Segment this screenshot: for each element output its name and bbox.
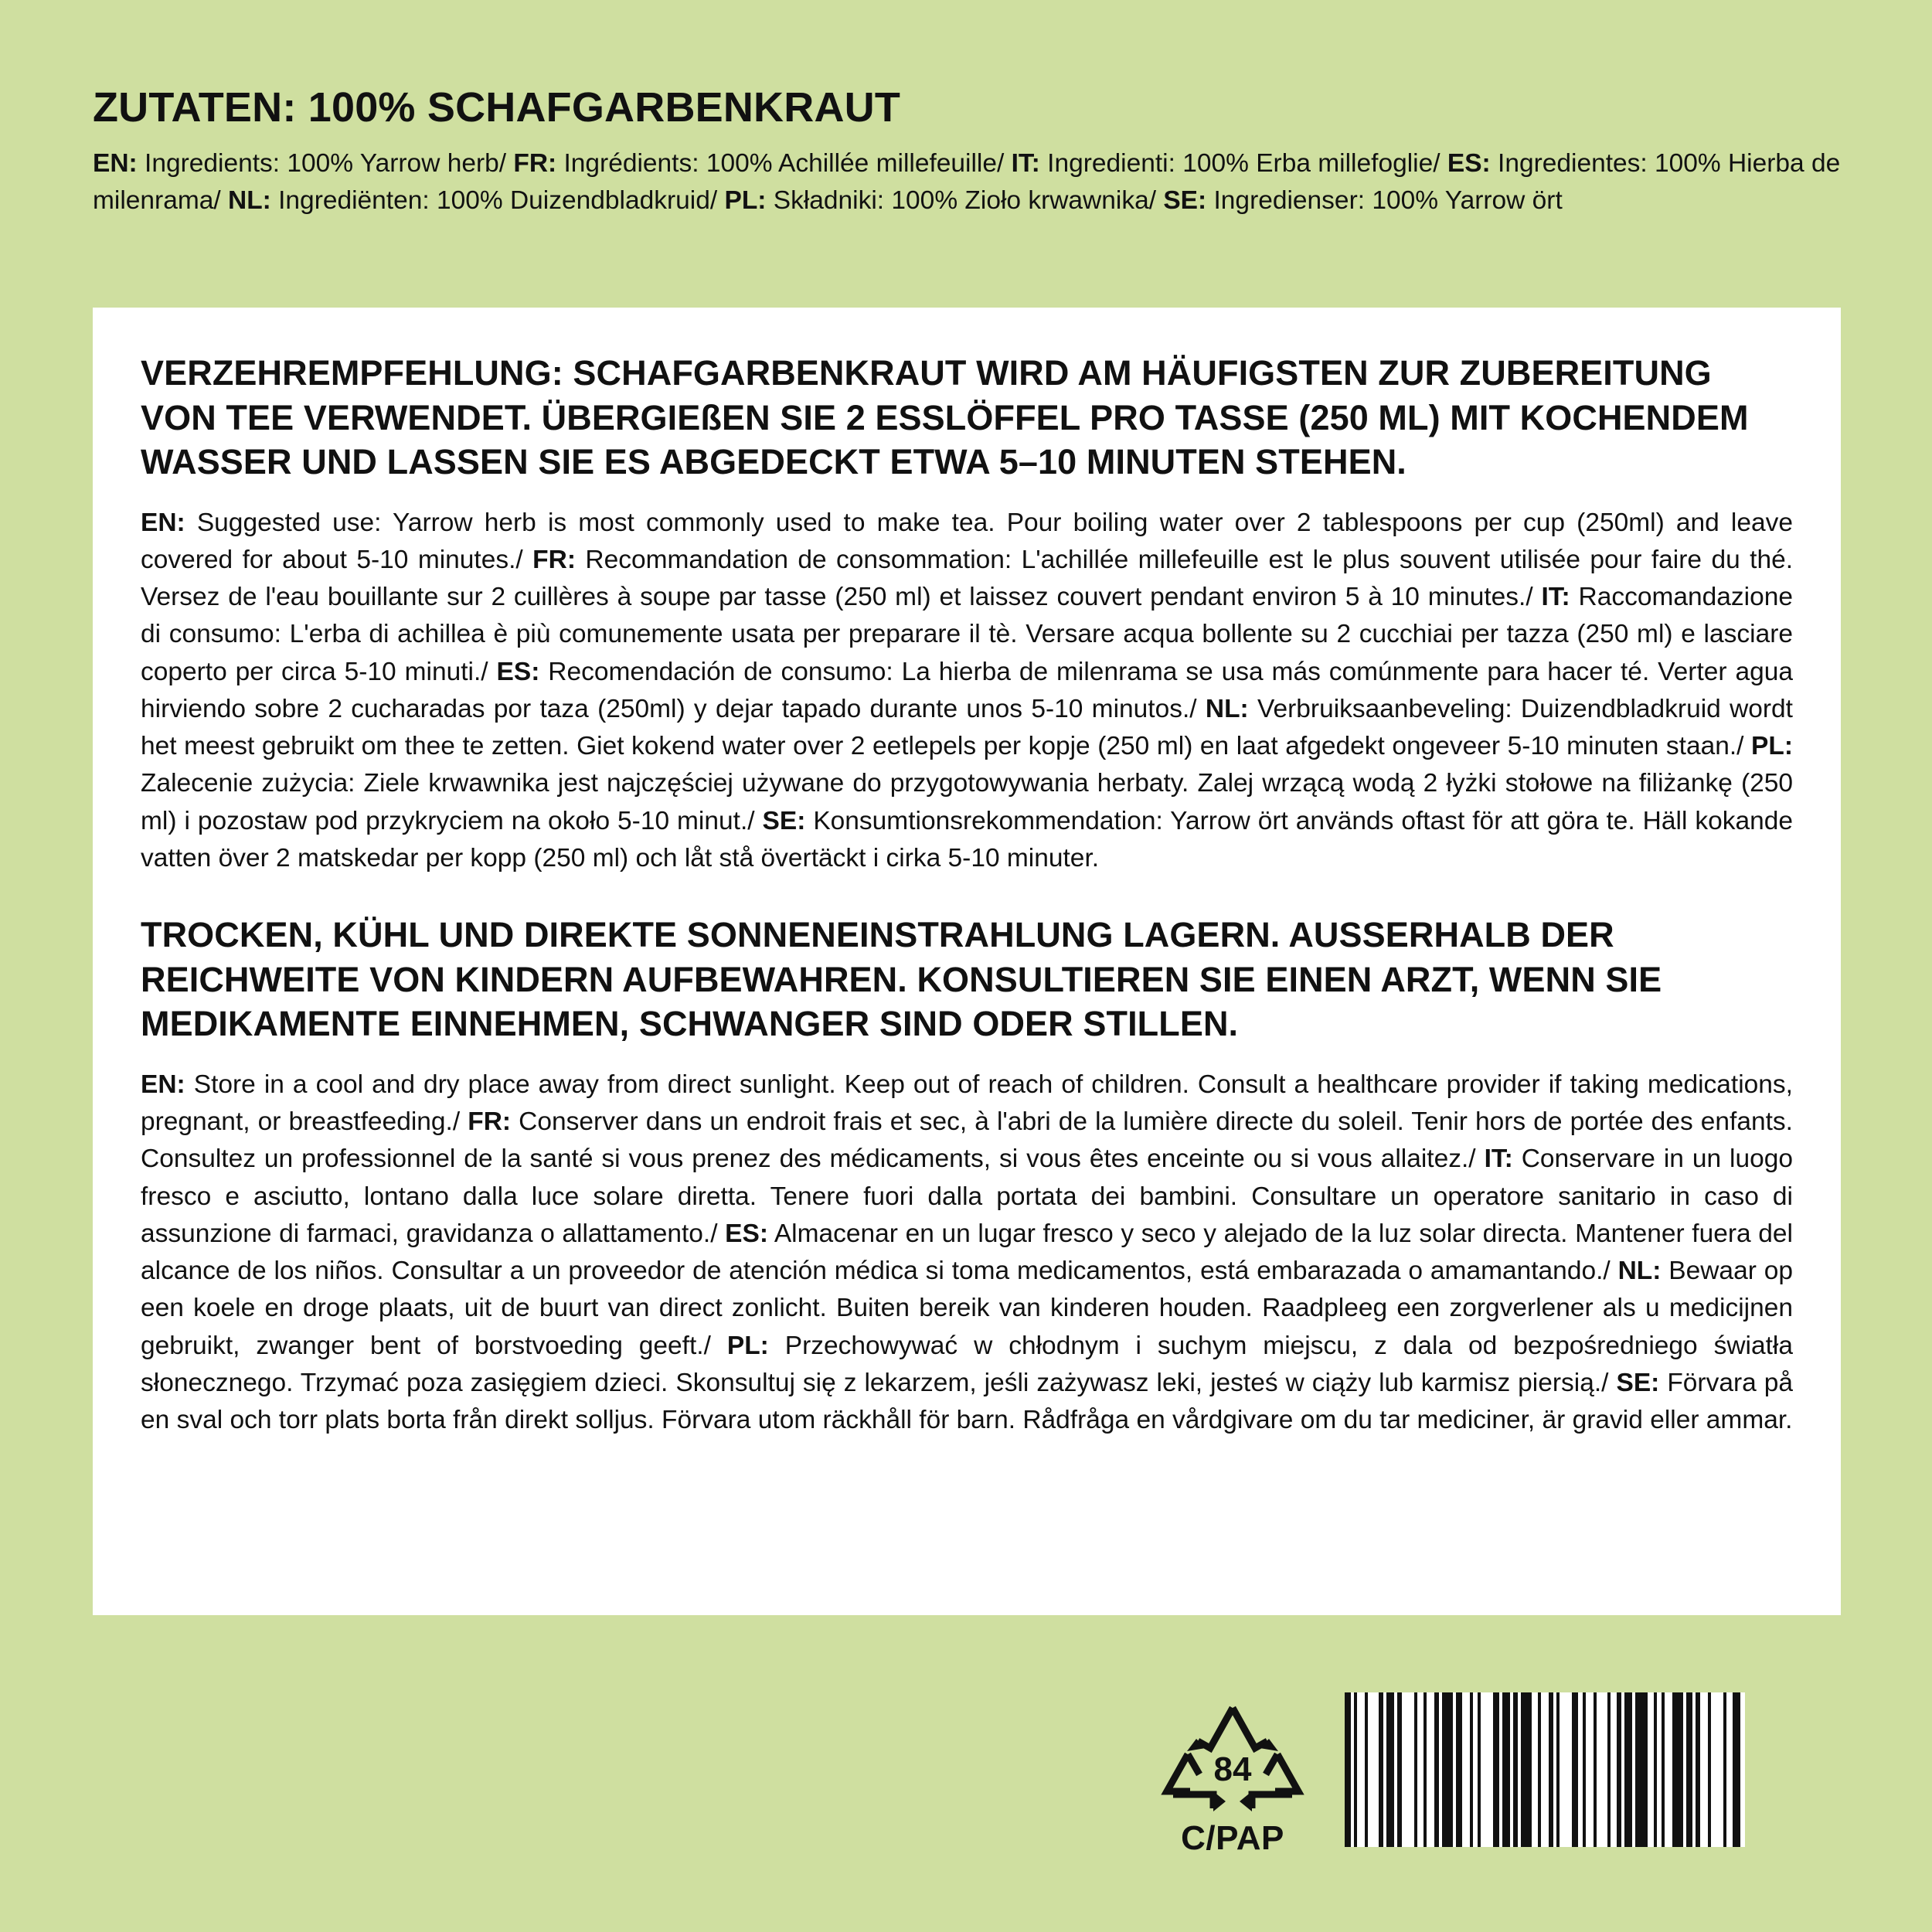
language-text: Recomendación de consumo: La hierba de milenrama se usa más comúnmente para hacer té. Verter agua hirviendo sobre 2 cucharadas por taza (250ml) y dejar tapado durante unos 5-10 minutos./	[141, 657, 1793, 723]
barcode-bar	[1711, 1692, 1723, 1847]
language-code: EN:	[93, 149, 138, 179]
usage-translations	[141, 505, 1793, 877]
language-text: Bewaar op een koele en droge plaats, uit de buurt van direct zonlicht. Buiten bereik van kinderen houden. Raadpleeg een zorgverlener als u medicijnen gebruikt, zwanger bent of borstvoeding geeft./	[141, 1257, 1793, 1360]
barcode-bar	[1700, 1692, 1708, 1847]
language-text: Ingrédients: 100% Achillée millefeuille/	[556, 149, 1012, 179]
language-text: Ingredients: 100% Yarrow herb/	[137, 149, 514, 179]
barcode-bar	[1560, 1692, 1572, 1847]
barcode-bar	[1624, 1692, 1632, 1847]
language-text: Förvara på en sval och torr plats borta från direkt solljus. Förvara utom räckhåll för barn. Rådfråga en vårdgivare om du tar mediciner, är gravid eller ammar.	[141, 1368, 1794, 1435]
barcode-bar	[1597, 1692, 1607, 1847]
language-text: Suggested use: Yarrow herb is most commonly used to make tea. Pour boiling water over 2 tablespoons per cup (250ml) and leave covered for about 5-10 minutes./	[141, 508, 1793, 575]
ingredients-section	[93, 85, 1847, 219]
language-code: FR:	[513, 149, 557, 179]
barcode-bar	[1462, 1692, 1470, 1847]
storage-heading: TROCKEN, KÜHL UND DIREKTE SONNENEINSTRAHLUNG LAGERN. AUSSERHALB DER REICHWEITE VON KINDERN AUFBEWAHREN. KONSULTIEREN SIE EINEN ARZT, WENN SIE MEDIKAMENTE EINNEHMEN, SCHWANGER SIND ODER STILLEN.	[141, 915, 1662, 1044]
recycle-material-code: C/PAP	[1181, 1819, 1284, 1857]
language-text: Konsumtionsrekommendation: Yarrow ört används oftast för att göra te. Häll kokande vatten över 2 matskedar per kopp (250 ml) och låt stå övertäckt i cirka 5-10 minuter.	[141, 806, 1793, 872]
label-footer	[0, 1680, 1932, 1858]
barcode-bar	[1521, 1692, 1532, 1847]
language-text: Ingredientes: 100% Hierba de milenrama/	[93, 149, 1841, 215]
language-text: Ingredienti: 100% Erba millefoglie/	[1039, 149, 1447, 179]
language-text: Conservare in un luogo fresco e asciutto, lontano dalla luce solare diretta. Tenere fuori dalla portata dei bambini. Consultare un operatore sanitario in caso di assunzione di farmaci, gravidanza o allattamento./	[141, 1145, 1793, 1248]
language-text: Składniki: 100% Zioło krwawnika/	[766, 185, 1164, 215]
barcode-bar	[1368, 1692, 1379, 1847]
language-text: Ingredienser: 100% Yarrow ört	[1206, 185, 1563, 215]
language-code: NL:	[1617, 1257, 1662, 1286]
barcode-bar	[1648, 1692, 1654, 1847]
barcode	[1345, 1692, 1745, 1847]
barcode-bar	[1345, 1692, 1351, 1847]
barcode-bar	[1586, 1692, 1594, 1847]
language-code: IT:	[1541, 583, 1570, 612]
ingredients-heading: ZUTATEN: 100% SCHAFGARBENKRAUT	[93, 84, 901, 131]
language-code: NL:	[1205, 694, 1249, 723]
language-text: Conserver dans un endroit frais et sec, à l'abri de la lumière directe du soleil. Tenir hors de portée des enfants. Consultez un professionnel de la santé si vous prenez des médicaments, si vous êtes enceinte ou si vous allaitez./	[141, 1107, 1793, 1174]
usage-heading: VERZEHREMPFEHLUNG: SCHAFGARBENKRAUT WIRD AM HÄUFIGSTEN ZUR ZUBEREITUNG VON TEE VERWENDET. ÜBERGIEßEN SIE 2 ESSLÖFFEL PRO TASSE (250 ML) MIT KOCHENDEM WASSER UND LASSEN SIE ES ABGEDECKT ETWA 5–10 MINUTEN STEHEN.	[141, 353, 1749, 482]
language-text: Przechowywać w chłodnym i suchym miejscu, z dala od bezpośredniego światła słonecznego. Trzymać poza zasięgiem dzieci. Skonsultuj się z lekarzem, jeśli zażywasz leki, jesteś w ciąży lub karmisz piersią./	[141, 1331, 1794, 1397]
barcode-bar	[1481, 1692, 1493, 1847]
barcode-bar	[1611, 1692, 1617, 1847]
barcode-bar	[1532, 1692, 1538, 1847]
storage-translations	[141, 1066, 1793, 1439]
language-text: Recommandation de consommation: L'achillée millefeuille est le plus souvent utilisée pour faire du thé. Versez de l'eau bouillante sur 2 cuillères à soupe par tasse (250 ml) et laissez couvert pendant environ 5 à 10 minutes./	[141, 546, 1794, 612]
language-text: Ingrediënten: 100% Duizendbladkruid/	[270, 185, 725, 215]
language-text: Raccomandazione di consumo: L'erba di achillea è più comunemente usata per preparare il tè. Versare acqua bollente su 2 cucchiai per tazza (250 ml) e lasciare coperto per circa 5-10 minuti./	[141, 583, 1793, 686]
barcode-bar	[1686, 1692, 1692, 1847]
barcode-bar	[1417, 1692, 1423, 1847]
language-code: ES:	[496, 657, 540, 686]
barcode-bar	[1665, 1692, 1672, 1847]
barcode-bar	[1541, 1692, 1549, 1847]
language-code: FR:	[532, 546, 576, 575]
language-code: PL:	[724, 185, 767, 215]
barcode-bar	[1635, 1692, 1648, 1847]
ingredients-translations	[93, 145, 1847, 219]
barcode-bar	[1427, 1692, 1434, 1847]
barcode-bar	[1357, 1692, 1365, 1847]
language-code: SE:	[1163, 185, 1207, 215]
language-code: NL:	[228, 185, 271, 215]
language-code: SE:	[1616, 1368, 1660, 1397]
language-code: ES:	[725, 1219, 769, 1248]
language-code: FR:	[468, 1107, 512, 1137]
language-code: PL:	[1751, 732, 1793, 761]
language-code: EN:	[141, 508, 185, 537]
barcode-bar	[1726, 1692, 1733, 1847]
language-text: Store in a cool and dry place away from direct sunlight. Keep out of reach of children. Consult a healthcare provider if taking medications, pregnant, or breastfeeding./	[141, 1070, 1793, 1137]
recycling-mark	[1144, 1694, 1321, 1858]
barcode-bar	[1740, 1692, 1745, 1847]
barcode-bar	[1442, 1692, 1453, 1847]
language-text: Almacenar en un lugar fresco y seco y alejado de la luz solar directa. Mantener fuera del alcance de los niños. Consultar a un proveedor de atención médica si toma medicamentos, está embarazada o amamantando./	[141, 1219, 1793, 1286]
recycling-triangle-icon	[1159, 1694, 1306, 1818]
barcode-bar	[1733, 1692, 1740, 1847]
barcode-bar	[1493, 1692, 1499, 1847]
barcode-bar	[1572, 1692, 1578, 1847]
recycle-number-text: 84	[1213, 1750, 1252, 1788]
barcode-bar	[1386, 1692, 1394, 1847]
barcode-bar	[1456, 1692, 1462, 1847]
language-code: EN:	[141, 1070, 185, 1099]
language-code: SE:	[762, 806, 806, 835]
language-text: Verbruiksaanbeveling: Duizendbladkruid wordt het meest gebruikt om thee te zetten. Giet kokend water over 2 eetlepels per kopje (250 ml) en laat afgedekt ongeveer 5-10 minuten staan./	[141, 694, 1793, 761]
barcode-bar	[1402, 1692, 1414, 1847]
barcode-bar	[1502, 1692, 1510, 1847]
language-code: IT:	[1484, 1145, 1513, 1174]
language-text: Zalecenie zużycia: Ziele krwawnika jest najczęściej używane do przygotowywania herbaty. Zalej wrzącą wodą 2 łyżki stołowe na filiżankę (250 ml) i pozostaw pod przykryciem na około 5-10 minut./	[141, 769, 1793, 835]
language-code: IT:	[1011, 149, 1040, 179]
language-code: ES:	[1447, 149, 1491, 179]
instructions-panel	[93, 308, 1841, 1615]
barcode-bar	[1672, 1692, 1683, 1847]
language-code: PL:	[726, 1331, 769, 1360]
